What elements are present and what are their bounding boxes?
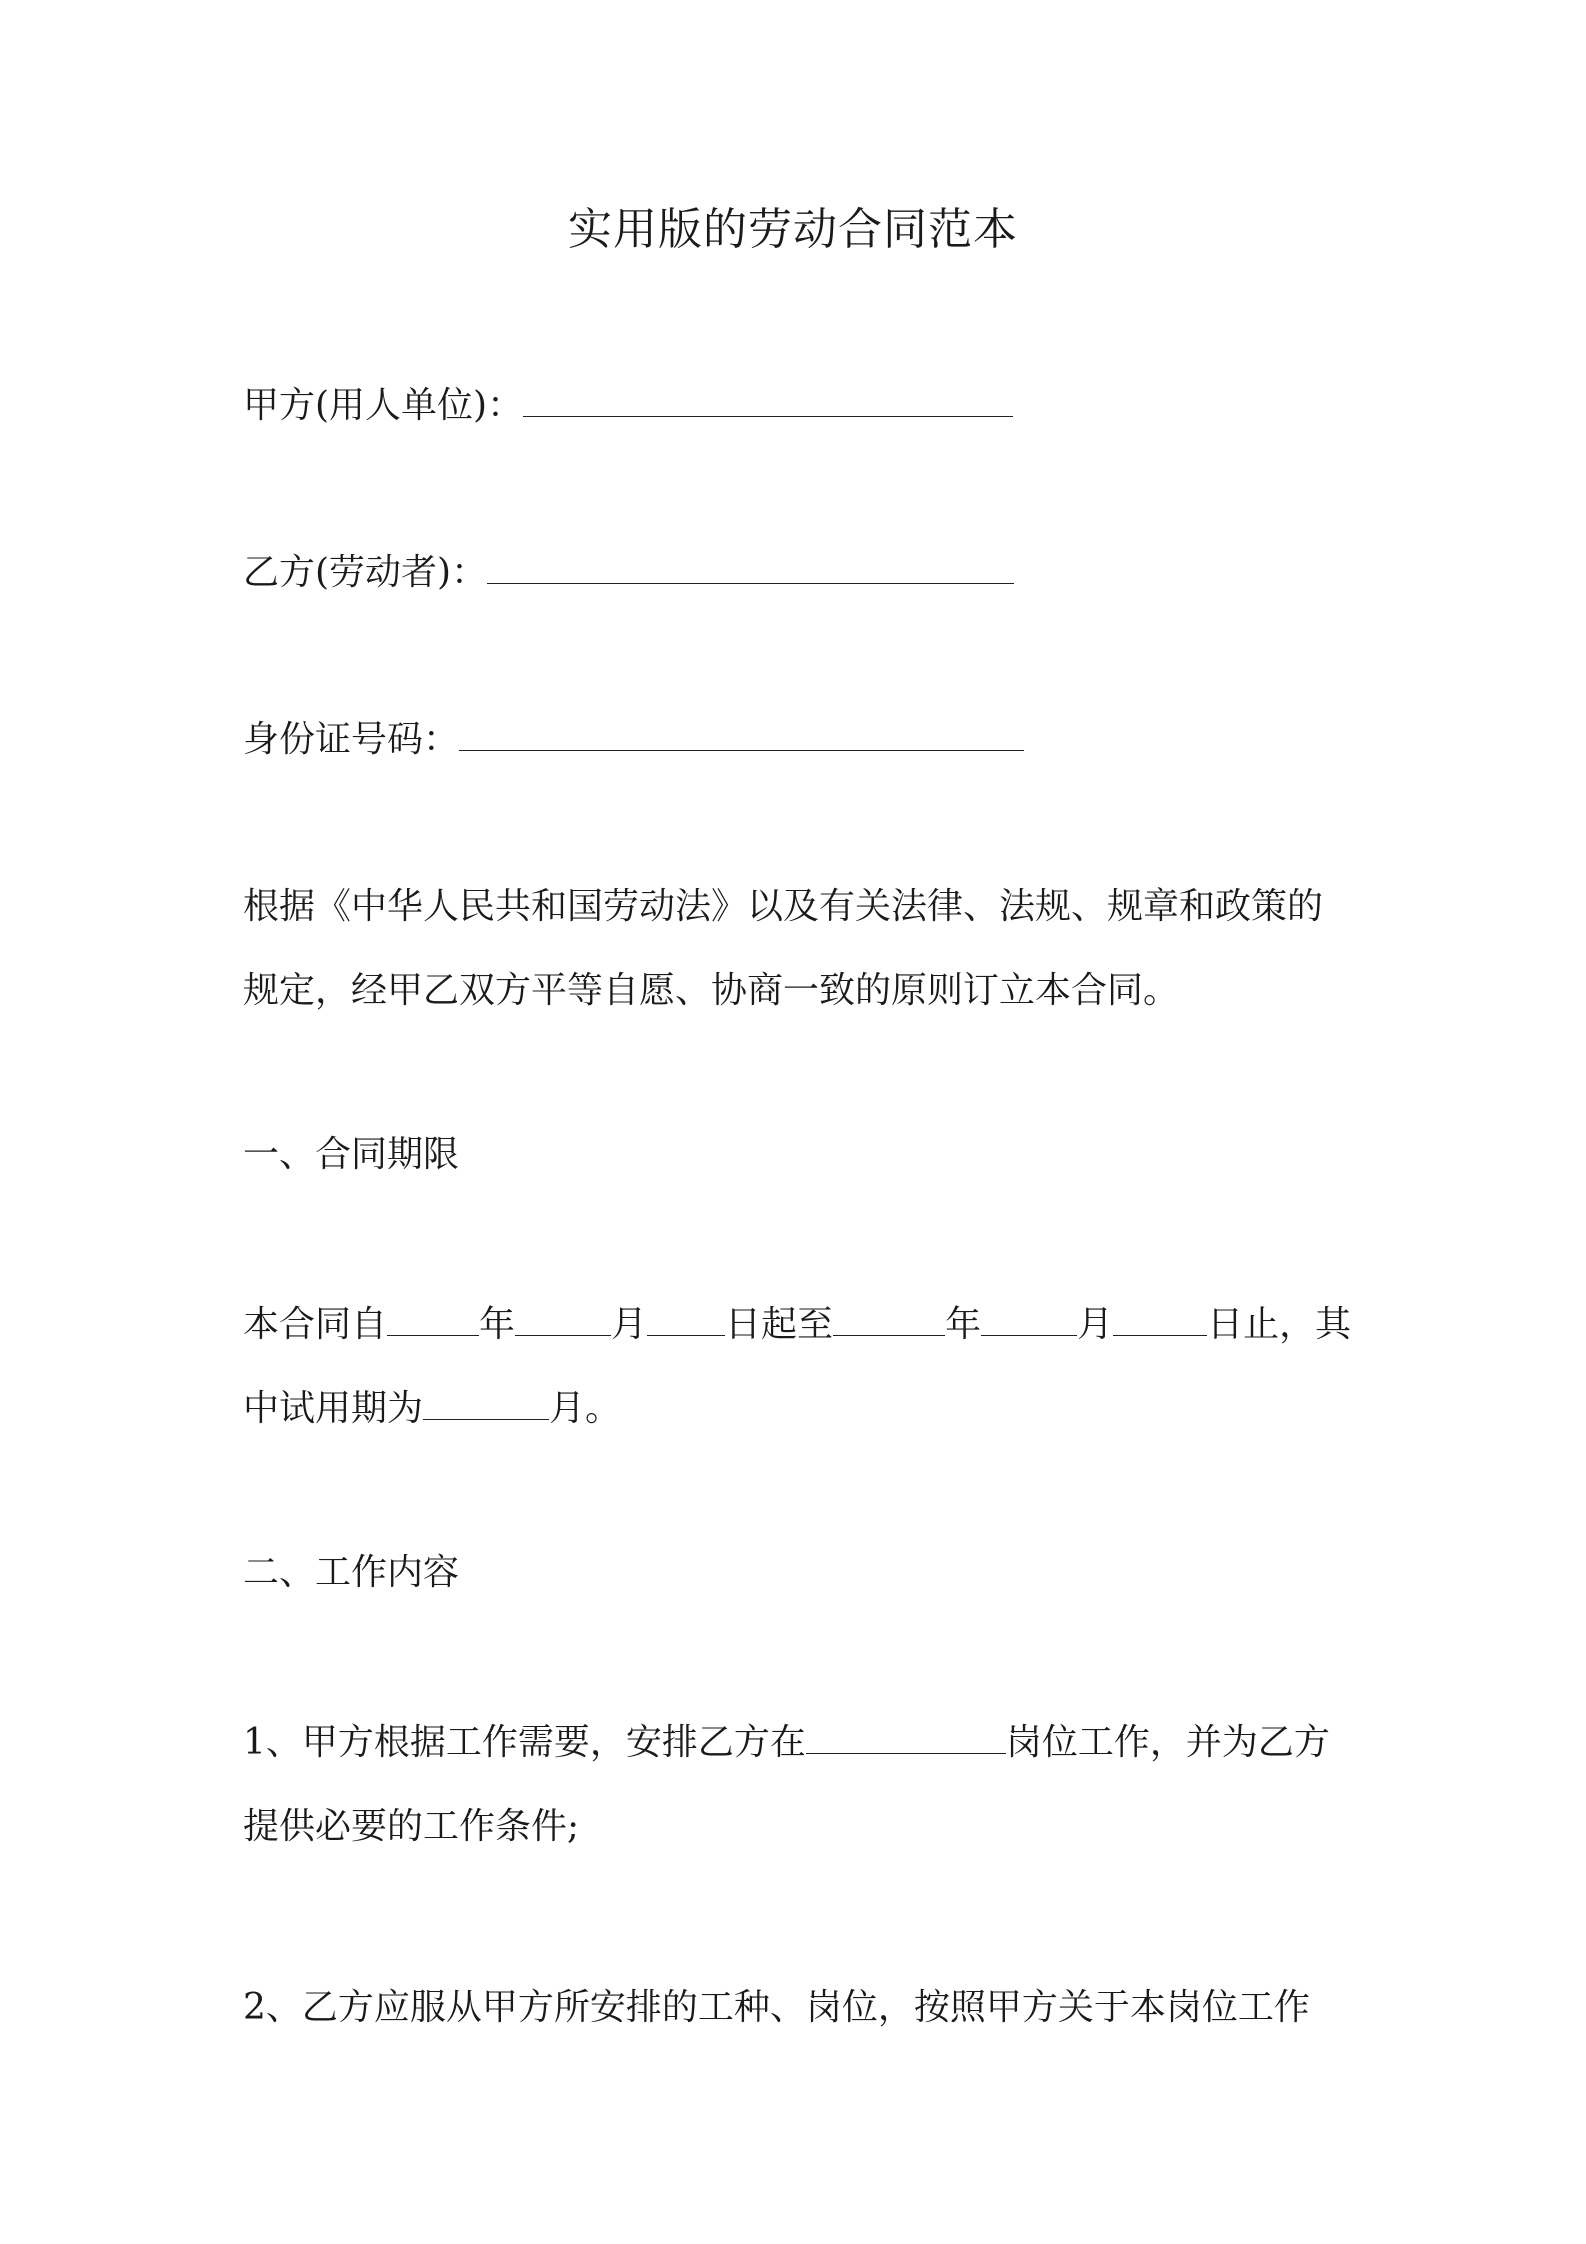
item-1-line-1 — [243, 1701, 1353, 1785]
section-2-item-1 — [243, 1701, 1353, 1869]
probation-months-blank[interactable] — [423, 1381, 549, 1420]
probation-unit: 月。 — [549, 1388, 622, 1429]
party-b-field — [243, 545, 1014, 598]
probation-text: 中试用期为 — [243, 1388, 424, 1429]
document-title: 实用版的劳动合同范本 — [568, 204, 1018, 255]
start-day-unit: 日起至 — [725, 1304, 834, 1345]
section-1-body — [243, 1283, 1353, 1451]
term-text-start: 本合同自 — [243, 1304, 388, 1345]
end-year-blank[interactable] — [833, 1297, 945, 1336]
section-1-heading: 一、合同期限 — [243, 1134, 460, 1175]
end-month-blank[interactable] — [981, 1297, 1077, 1336]
party-a-label: 甲方(用人单位)： — [243, 385, 524, 426]
item-1-text-b: 岗位工作，并为乙方 — [1005, 1722, 1330, 1763]
party-b-blank[interactable] — [487, 545, 1014, 584]
party-b-label: 乙方(劳动者)： — [243, 552, 488, 593]
id-number-label: 身份证号码： — [243, 719, 460, 760]
item-2-line-1: 2、乙方应服从甲方所安排的工种、岗位，按照甲方关于本岗位工作 — [243, 1987, 1310, 2028]
party-a-blank[interactable] — [523, 378, 1013, 417]
item-1-line-2: 提供必要的工作条件; — [243, 1806, 580, 1847]
id-number-blank[interactable] — [459, 712, 1024, 751]
start-month-unit: 月 — [611, 1304, 648, 1345]
id-number-field — [243, 712, 1024, 765]
term-line-1 — [243, 1283, 1353, 1367]
start-year-unit: 年 — [479, 1304, 516, 1345]
preamble-line-2: 规定，经甲乙双方平等自愿、协商一致的原则订立本合同。 — [243, 970, 1180, 1011]
end-year-unit: 年 — [945, 1304, 982, 1345]
party-a-field — [243, 378, 1013, 431]
start-year-blank[interactable] — [387, 1297, 479, 1336]
end-month-unit: 月 — [1077, 1304, 1114, 1345]
start-day-blank[interactable] — [647, 1297, 725, 1336]
preamble-line-1: 根据《中华人民共和国劳动法》以及有关法律、法规、规章和政策的 — [243, 886, 1324, 927]
post-blank[interactable] — [806, 1715, 1006, 1754]
end-day-unit: 日止，其 — [1207, 1304, 1352, 1345]
section-2-item-2 — [243, 1966, 1353, 2050]
preamble-paragraph — [243, 865, 1353, 1033]
term-line-2 — [243, 1367, 1353, 1451]
section-2-heading: 二、工作内容 — [243, 1552, 460, 1593]
item-1-text-a: 1、甲方根据工作需要，安排乙方在 — [243, 1722, 806, 1763]
end-day-blank[interactable] — [1113, 1297, 1207, 1336]
start-month-blank[interactable] — [515, 1297, 611, 1336]
